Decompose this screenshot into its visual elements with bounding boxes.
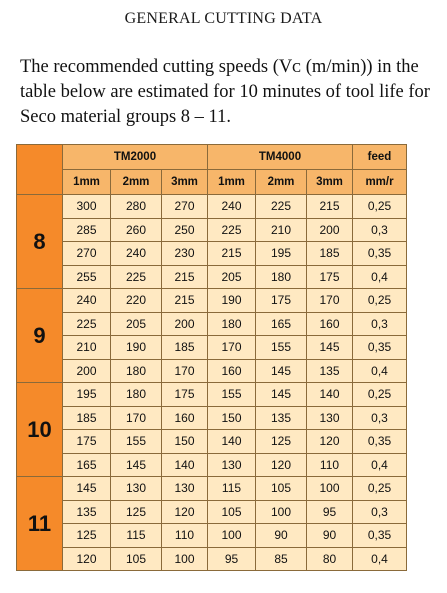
speed-cell-tm4000: 135 [256,406,307,430]
table-row [17,406,407,430]
cutting-data-table [16,144,407,571]
speed-cell-tm4000: 160 [208,359,256,383]
feed-cell: 0,3 [353,500,407,524]
feed-cell: 0,4 [353,453,407,477]
speed-cell-tm4000: 155 [208,383,256,407]
table-row [17,500,407,524]
table-row [17,453,407,477]
speed-cell-tm2000: 210 [63,336,111,360]
feed-unit-header: mm/r [353,170,407,195]
depth-header: 3mm [162,170,208,195]
speed-cell-tm4000: 140 [208,430,256,454]
depth-header: 3mm [307,170,353,195]
speed-cell-tm2000: 110 [162,524,208,548]
speed-cell-tm2000: 135 [63,500,111,524]
depth-header: 2mm [256,170,307,195]
speed-cell-tm4000: 195 [256,242,307,266]
speed-cell-tm2000: 170 [111,406,162,430]
speed-cell-tm4000: 90 [307,524,353,548]
speed-cell-tm2000: 270 [63,242,111,266]
table-row [17,242,407,266]
feed-cell: 0,35 [353,430,407,454]
speed-cell-tm2000: 105 [111,547,162,571]
table-row [17,218,407,242]
speed-cell-tm4000: 225 [256,195,307,219]
depth-header: 2mm [111,170,162,195]
speed-cell-tm2000: 130 [162,477,208,501]
speed-cell-tm2000: 165 [63,453,111,477]
table-row [17,359,407,383]
speed-cell-tm2000: 240 [63,289,111,313]
speed-cell-tm2000: 280 [111,195,162,219]
feed-cell: 0,25 [353,289,407,313]
speed-cell-tm2000: 130 [111,477,162,501]
speed-cell-tm4000: 105 [208,500,256,524]
speed-cell-tm4000: 175 [256,289,307,313]
table-row [17,312,407,336]
feed-cell: 0,4 [353,359,407,383]
speed-cell-tm2000: 115 [111,524,162,548]
speed-cell-tm2000: 200 [63,359,111,383]
speed-cell-tm2000: 220 [111,289,162,313]
speed-cell-tm2000: 175 [63,430,111,454]
intro-paragraph: The recommended cutting speeds (Vᴄ (m/min)) in the table below are estimated for 10 minutes of tool life for Seco material groups 8 – 11. [20,57,430,127]
speed-cell-tm2000: 215 [162,265,208,289]
page-title: GENERAL CUTTING DATA [124,10,323,27]
feed-cell: 0,35 [353,242,407,266]
speed-cell-tm2000: 175 [162,383,208,407]
corner-cell [17,145,63,195]
speed-cell-tm2000: 140 [162,453,208,477]
header-row-grades [17,145,407,170]
speed-cell-tm2000: 180 [111,359,162,383]
speed-cell-tm4000: 100 [307,477,353,501]
speed-cell-tm4000: 225 [208,218,256,242]
speed-cell-tm4000: 190 [208,289,256,313]
table-row [17,383,407,407]
speed-cell-tm2000: 185 [63,406,111,430]
speed-cell-tm4000: 205 [208,265,256,289]
table-row [17,265,407,289]
feed-cell: 0,3 [353,218,407,242]
speed-cell-tm2000: 195 [63,383,111,407]
speed-cell-tm2000: 185 [162,336,208,360]
speed-cell-tm2000: 150 [162,430,208,454]
speed-cell-tm2000: 250 [162,218,208,242]
table-row [17,430,407,454]
speed-cell-tm4000: 210 [256,218,307,242]
speed-cell-tm2000: 160 [162,406,208,430]
feed-cell: 0,35 [353,524,407,548]
speed-cell-tm2000: 300 [63,195,111,219]
material-group-label: 11 [17,477,63,571]
speed-cell-tm2000: 260 [111,218,162,242]
speed-cell-tm4000: 165 [256,312,307,336]
speed-cell-tm2000: 125 [111,500,162,524]
speed-cell-tm4000: 130 [208,453,256,477]
speed-cell-tm2000: 240 [111,242,162,266]
speed-cell-tm2000: 285 [63,218,111,242]
speed-cell-tm4000: 100 [208,524,256,548]
speed-cell-tm2000: 125 [63,524,111,548]
feed-cell: 0,4 [353,265,407,289]
speed-cell-tm4000: 215 [208,242,256,266]
header-row-depths [17,170,407,195]
table-row [17,289,407,313]
material-group-label: 10 [17,383,63,477]
speed-cell-tm4000: 90 [256,524,307,548]
speed-cell-tm2000: 200 [162,312,208,336]
speed-cell-tm2000: 215 [162,289,208,313]
speed-cell-tm4000: 175 [307,265,353,289]
speed-cell-tm4000: 240 [208,195,256,219]
feed-cell: 0,25 [353,477,407,501]
speed-cell-tm4000: 170 [307,289,353,313]
table-row [17,524,407,548]
speed-cell-tm2000: 170 [162,359,208,383]
speed-cell-tm4000: 145 [307,336,353,360]
material-group-label: 8 [17,195,63,289]
speed-cell-tm4000: 120 [307,430,353,454]
speed-cell-tm4000: 215 [307,195,353,219]
speed-cell-tm4000: 130 [307,406,353,430]
speed-cell-tm4000: 115 [208,477,256,501]
depth-header: 1mm [208,170,256,195]
speed-cell-tm4000: 155 [256,336,307,360]
feed-header: feed [353,145,407,170]
speed-cell-tm2000: 255 [63,265,111,289]
speed-cell-tm2000: 155 [111,430,162,454]
speed-cell-tm2000: 225 [111,265,162,289]
speed-cell-tm2000: 120 [63,547,111,571]
speed-cell-tm4000: 145 [256,383,307,407]
speed-cell-tm2000: 225 [63,312,111,336]
speed-cell-tm4000: 140 [307,383,353,407]
speed-cell-tm2000: 230 [162,242,208,266]
speed-cell-tm4000: 185 [307,242,353,266]
table-row [17,195,407,219]
feed-cell: 0,25 [353,383,407,407]
feed-cell: 0,25 [353,195,407,219]
speed-cell-tm4000: 160 [307,312,353,336]
feed-cell: 0,4 [353,547,407,571]
grade-header-tm4000: TM4000 [208,145,353,170]
feed-cell: 0,3 [353,406,407,430]
speed-cell-tm4000: 125 [256,430,307,454]
speed-cell-tm4000: 145 [256,359,307,383]
speed-cell-tm4000: 120 [256,453,307,477]
speed-cell-tm4000: 170 [208,336,256,360]
feed-cell: 0,3 [353,312,407,336]
depth-header: 1mm [63,170,111,195]
speed-cell-tm4000: 150 [208,406,256,430]
speed-cell-tm2000: 145 [63,477,111,501]
speed-cell-tm4000: 80 [307,547,353,571]
speed-cell-tm4000: 135 [307,359,353,383]
speed-cell-tm4000: 95 [208,547,256,571]
speed-cell-tm2000: 190 [111,336,162,360]
table-row [17,336,407,360]
speed-cell-tm2000: 270 [162,195,208,219]
speed-cell-tm2000: 180 [111,383,162,407]
material-group-label: 9 [17,289,63,383]
speed-cell-tm4000: 105 [256,477,307,501]
table-row [17,477,407,501]
table-row [17,547,407,571]
feed-cell: 0,35 [353,336,407,360]
speed-cell-tm4000: 100 [256,500,307,524]
speed-cell-tm4000: 180 [208,312,256,336]
speed-cell-tm2000: 100 [162,547,208,571]
speed-cell-tm2000: 120 [162,500,208,524]
speed-cell-tm4000: 180 [256,265,307,289]
speed-cell-tm2000: 145 [111,453,162,477]
grade-header-tm2000: TM2000 [63,145,208,170]
speed-cell-tm2000: 205 [111,312,162,336]
speed-cell-tm4000: 85 [256,547,307,571]
speed-cell-tm4000: 110 [307,453,353,477]
speed-cell-tm4000: 200 [307,218,353,242]
speed-cell-tm4000: 95 [307,500,353,524]
